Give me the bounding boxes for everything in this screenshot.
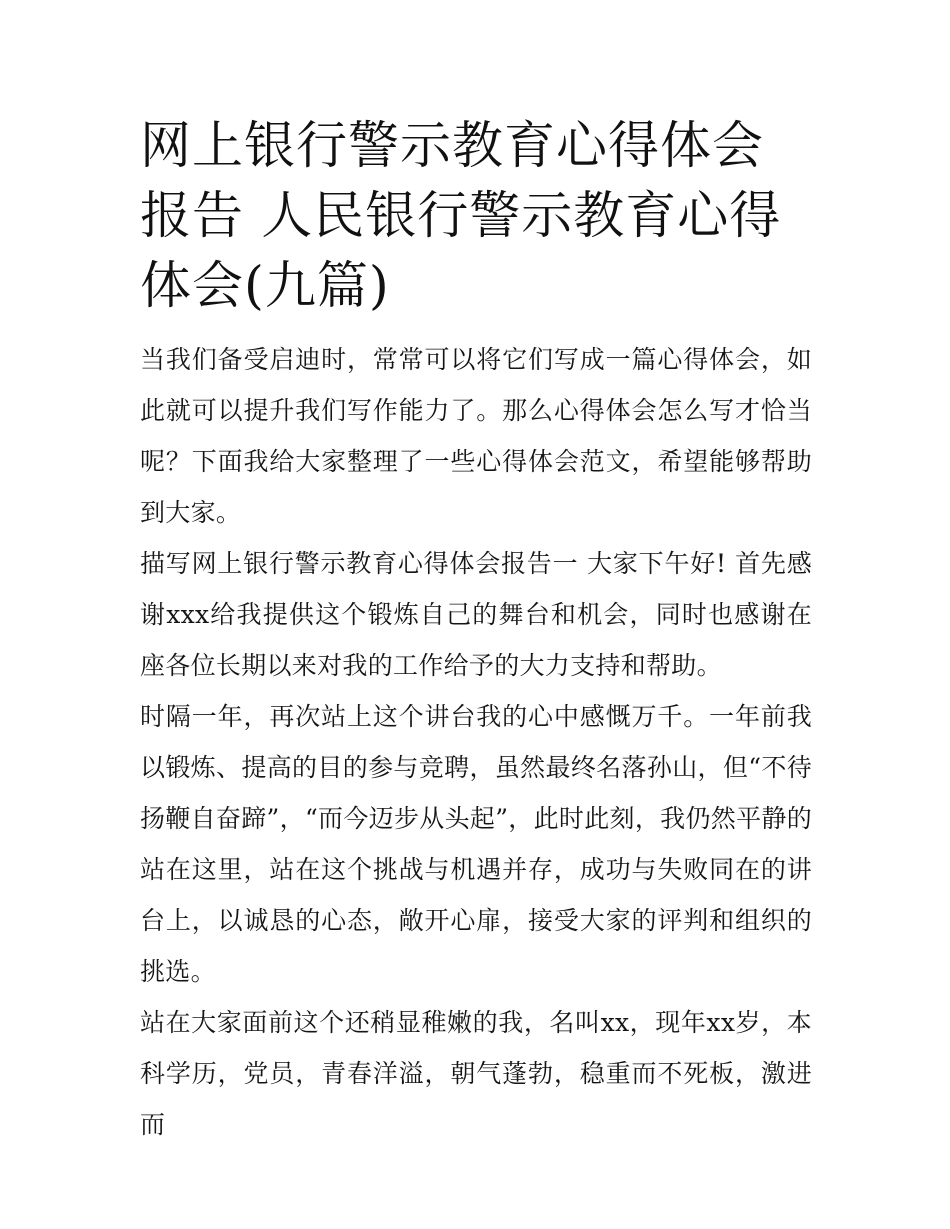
document-title: 网上银行警示教育心得体会报告 人民银行警示教育心得体会(九篇): [140, 117, 782, 316]
paragraph-reflection: 时隔一年，再次站上这个讲台我的心中感慨万千。一年前我以锻炼、提高的目的参与竞聘，虽然最终名落孙山，但“不待扬鞭自奋蹄”，“而今迈步从头起”，此时此刻，我仍然平静的站在这里，站在这个挑战与机遇并存，成功与失败同在的讲台上，以诚恳的心态，敞开心扉，接受大家的评判和组织的挑选。: [140, 702, 812, 986]
paragraph-greeting: 描写网上银行警示教育心得体会报告一 大家下午好! 首先感谢xxx给我提供这个锻炼自己的舞台和机会，同时也感谢在座各位长期以来对我的工作给予的大力支持和帮助。: [140, 549, 812, 680]
document-page: [140, 112, 812, 1150]
paragraph-intro: 当我们备受启迪时，常常可以将它们写成一篇心得体会，如此就可以提升我们写作能力了。那么心得体会怎么写才恰当呢？下面我给大家整理了一些心得体会范文，希望能够帮助到大家。: [140, 345, 812, 527]
paragraph-self-introduction: 站在大家面前这个还稍显稚嫩的我，名叫xx，现年xx岁，本科学历，党员，青春洋溢，朝气蓬勃，稳重而不死板，激进而: [140, 1008, 812, 1139]
